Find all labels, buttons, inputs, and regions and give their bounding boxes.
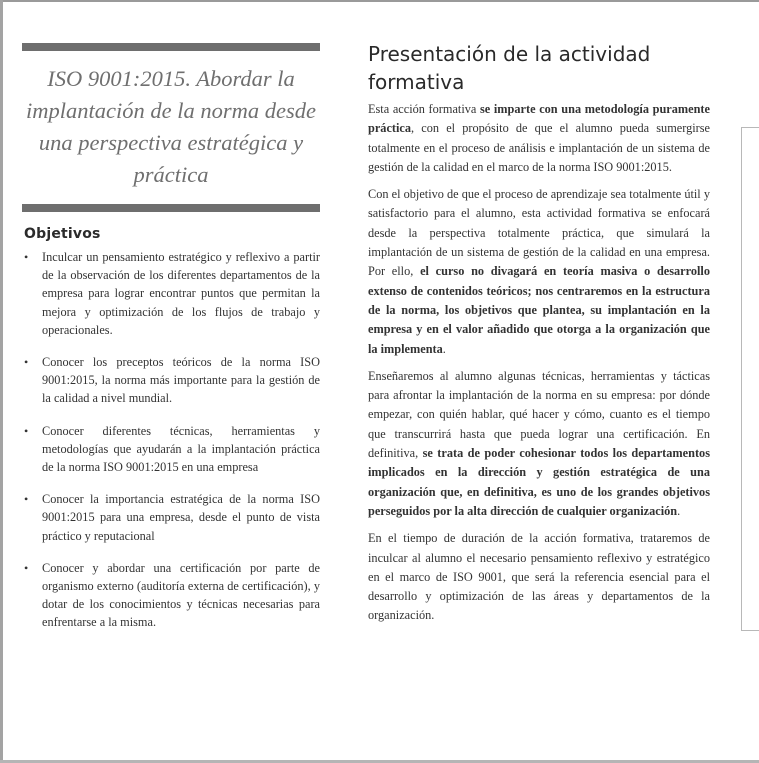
- bullet-icon: •: [24, 560, 29, 575]
- list-item: [22, 559, 320, 632]
- text-run: Con el objetivo de que el proceso de aprendizaje sea totalmente útil y satisfactorio para el alumno, esta actividad formativa se enfocará desde la perspectiva totalmente práctica, que simulará la implantación de un sistema de gestión de la calidad en una empresa. Por ello,: [368, 187, 710, 279]
- objective-text: Conocer la importancia estratégica de la norma ISO 9001:2015 para una empresa, desde el punto de vista práctico y reputacional: [42, 492, 320, 543]
- page-border-left: [0, 0, 3, 763]
- text-run: .: [442, 341, 446, 356]
- bullet-icon: •: [24, 250, 29, 264]
- bold-text-run: el curso no divagará en teoría masiva o desarrollo extenso de contenidos teóricos; nos centraremos en la estructura de la norma, los objetivos que plantea, su implantación en la empresa y en el valor añadido que otorga a la organización que la implementa: [368, 264, 711, 356]
- right-column: [368, 40, 710, 626]
- left-column: [22, 43, 320, 646]
- objectives-heading: Objetivos: [24, 226, 101, 242]
- objective-text: Conocer y abordar una certificación por parte de organismo externo (auditoría externa de certificación), y dotar de los conocimientos y técnicas necesarias para enfrentarse a la misma.: [42, 560, 320, 630]
- bullet-icon: •: [24, 423, 29, 438]
- bullet-icon: •: [24, 492, 29, 507]
- objective-text: Conocer diferentes técnicas, herramientas y metodologías que ayudarán a la implantación práctica de la norma ISO 9001:2015 en una empresa: [42, 423, 320, 475]
- document-title: ISO 9001:2015. Abordar la implantación de la norma desde una perspectiva estratégica y práctica: [26, 66, 316, 187]
- list-item: [22, 248, 320, 339]
- page-border-top: [0, 0, 759, 2]
- paragraph-4: En el tiempo de duración de la acción formativa, trataremos de inculcar al alumno el necesario pensamiento reflexivo y estratégico en el marco de ISO 9001, que será la referencia esencial para el desarrollo y optimización de las áreas y departamentos de la organización.: [368, 531, 710, 623]
- paragraph-2: [368, 185, 710, 359]
- list-item: [22, 422, 320, 477]
- text-run: .: [677, 503, 681, 518]
- text-run: Enseñaremos al alumno algunas técnicas, herramientas y tácticas para afrontar la implantación de la norma en su empresa: por dónde empezar, con quién hablar, qué hacer y cómo, cuanto es el tiempo que transcurrirá hasta que pueda lograr una certificación. En definitiva,: [368, 368, 710, 461]
- adjacent-page-edge: [741, 127, 759, 631]
- section-title: Presentación de la actividad formativa: [368, 42, 651, 94]
- objective-text: Conocer los preceptos teóricos de la norma ISO 9001:2015, la norma más importante para la gestión de la calidad a nivel mundial.: [42, 355, 320, 406]
- text-run: Esta acción formativa: [368, 102, 480, 116]
- title-bottom-rule: [22, 204, 320, 212]
- bullet-icon: •: [24, 355, 29, 370]
- objectives-list: [22, 248, 320, 632]
- bold-text-run: se trata de poder cohesionar todos los departamentos implicados en la dirección y gestión estratégica de una organización que, en definitiva, es uno de los grandes objetivos perseguidos por la alta dirección de cualquier organización: [368, 446, 710, 518]
- bold-text-run: se imparte con una metodología puramente práctica: [368, 102, 710, 136]
- objective-text: Inculcar un pensamiento estratégico y reflexivo a partir de la observación de los diferentes departamentos de la empresa para lograr encontrar puntos que permitan la mejora y optimización de los flujos de trabajo y operacionales.: [42, 250, 320, 337]
- paragraph-3: [368, 367, 710, 521]
- list-item: [22, 353, 320, 408]
- text-run: , con el propósito de que el alumno pueda sumergirse totalmente en el proceso de análisis e implantación de un sistema de gestión de la calidad en el marco de la norma ISO 9001:2015.: [368, 121, 710, 174]
- title-top-rule: [22, 43, 320, 51]
- list-item: [22, 490, 320, 545]
- paragraph-1: [368, 100, 710, 177]
